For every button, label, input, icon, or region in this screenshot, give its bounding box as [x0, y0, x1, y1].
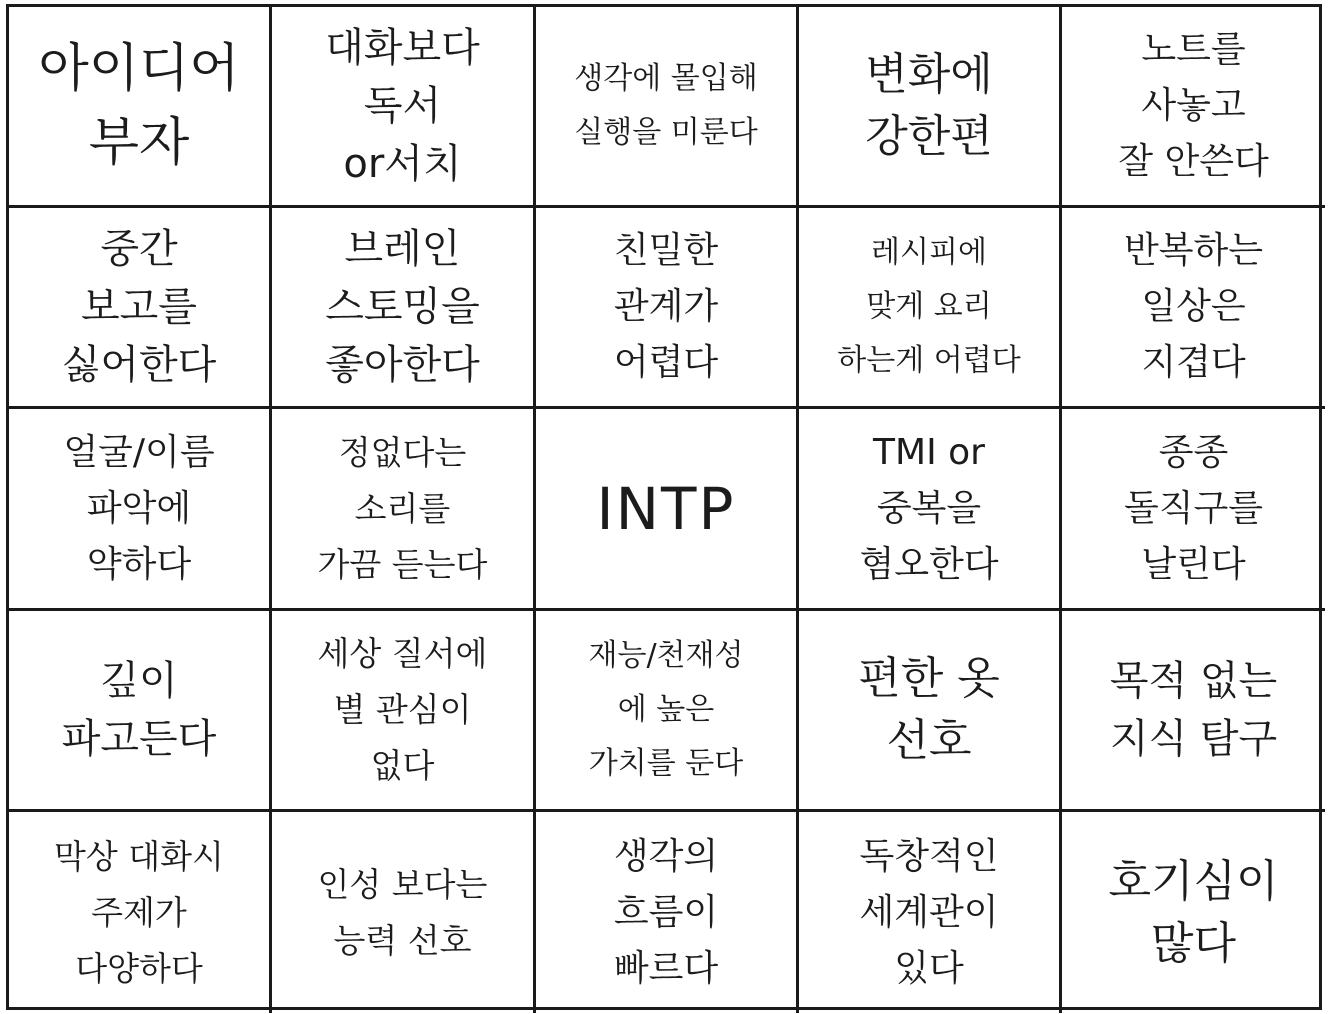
bingo-center-cell	[536, 409, 799, 611]
cell-text: 세상 질서에	[317, 634, 488, 673]
cell-text: 중복을	[876, 487, 982, 529]
bingo-cell	[799, 208, 1062, 409]
cell-text: 브레인	[344, 226, 461, 272]
cell-text: 소리를	[354, 488, 451, 528]
cell-text: 부자	[88, 113, 190, 173]
cell-text: 레시피에	[871, 235, 987, 270]
cell-text: 인성 보다는	[317, 864, 488, 904]
cell-text: 파악에	[86, 487, 192, 529]
cell-text: 종종	[1158, 431, 1229, 473]
cell-text: 혐오한다	[859, 543, 999, 585]
cell-text: 스토밍을	[325, 284, 480, 330]
cell-text: 지겹다	[1141, 342, 1246, 383]
cell-text: 대화보다	[325, 25, 480, 71]
cell-text: 있다	[894, 947, 964, 989]
bingo-cell	[9, 409, 272, 611]
cell-text: 돌직구를	[1123, 487, 1264, 529]
cell-text: 독창적인	[859, 835, 999, 877]
cell-text: 재능/천재성	[588, 638, 744, 673]
bingo-cell	[1062, 7, 1325, 208]
cell-text: 세계관이	[859, 891, 999, 933]
bingo-board	[6, 4, 1322, 1010]
cell-text: 약하다	[86, 543, 192, 585]
cell-text: 다양하다	[75, 948, 203, 988]
cell-text: 지식 탐구	[1109, 716, 1278, 762]
bingo-cell	[272, 208, 536, 409]
cell-text: 강한편	[865, 111, 993, 162]
cell-text: 선호	[886, 715, 972, 766]
cell-text: 날린다	[1141, 543, 1246, 585]
bingo-cell	[9, 611, 272, 812]
cell-text: 에 높은	[617, 692, 715, 727]
bingo-cell	[799, 611, 1062, 812]
bingo-cell	[9, 7, 272, 208]
cell-text: 싫어한다	[61, 342, 217, 388]
cell-text: 관계가	[613, 286, 719, 327]
bingo-cell	[1062, 611, 1325, 812]
cell-text: 파고든다	[61, 716, 217, 762]
cell-text: 편한 옷	[858, 653, 1000, 704]
cell-text: 친밀한	[613, 230, 719, 271]
cell-text: 별 관심이	[333, 690, 472, 729]
bingo-cell	[1062, 208, 1325, 409]
bingo-cell	[799, 409, 1062, 611]
cell-text: 어렵다	[613, 342, 719, 383]
cell-text: 생각에 몰입해	[574, 61, 758, 96]
bingo-cell	[536, 7, 799, 208]
bingo-cell	[799, 7, 1062, 208]
bingo-cell	[9, 208, 272, 409]
bingo-cell	[272, 409, 536, 611]
cell-text: 잘 안쓴다	[1118, 141, 1269, 182]
cell-text: 아이디어	[38, 39, 240, 99]
bingo-cell	[536, 611, 799, 812]
cell-text: 사놓고	[1141, 85, 1246, 126]
bingo-cell	[272, 812, 536, 1013]
cell-text: 막상 대화시	[54, 836, 224, 876]
cell-text: 반복하는	[1123, 230, 1264, 271]
cell-text: 노트를	[1141, 29, 1246, 70]
cell-text: 맞게 요리	[866, 289, 992, 324]
cell-text: 호기심이	[1108, 855, 1279, 907]
cell-text: 얼굴/이름	[63, 431, 215, 473]
bingo-cell	[536, 208, 799, 409]
cell-text: 하는게 어렵다	[837, 343, 1021, 378]
cell-text: 많다	[1150, 917, 1236, 969]
cell-text: 일상은	[1141, 286, 1246, 327]
cell-text: 중간	[100, 226, 178, 272]
cell-text: 보고를	[81, 284, 197, 330]
center-label: INTP	[596, 474, 736, 543]
bingo-cell	[272, 611, 536, 812]
bingo-cell	[1062, 409, 1325, 611]
cell-text: 목적 없는	[1109, 658, 1278, 704]
cell-text: 생각의	[613, 835, 719, 877]
bingo-cell	[272, 7, 536, 208]
bingo-cell	[799, 812, 1062, 1013]
cell-text: 변화에	[865, 49, 993, 100]
cell-text: 독서	[363, 83, 442, 129]
cell-text: 주제가	[91, 892, 187, 932]
cell-text: 좋아한다	[325, 342, 480, 388]
cell-text: 없다	[370, 746, 435, 785]
cell-text: 흐름이	[613, 891, 719, 933]
cell-text: or서치	[343, 141, 462, 187]
cell-text: 정없다는	[338, 432, 467, 472]
cell-text: TMI or	[873, 431, 985, 473]
cell-text: 가끔 듣는다	[317, 544, 488, 584]
bingo-cell	[536, 812, 799, 1013]
cell-text: 깊이	[100, 658, 178, 704]
cell-text: 실행을 미룬다	[574, 115, 758, 150]
bingo-cell	[9, 812, 272, 1013]
cell-text: 가치를 둔다	[588, 746, 744, 781]
cell-text: 능력 선호	[333, 920, 472, 960]
bingo-cell	[1062, 812, 1325, 1013]
cell-text: 빠르다	[613, 947, 719, 989]
